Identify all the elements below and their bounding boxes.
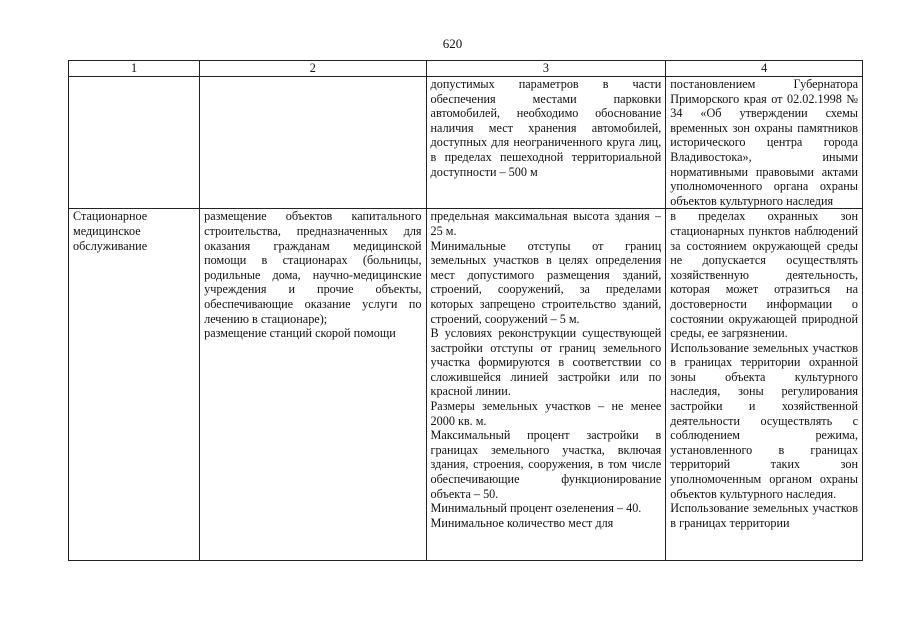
- parameter-paragraph: Размеры земельных участков – не менее 2000 кв. м.: [430, 399, 662, 428]
- restriction-paragraph: Использование земельных участков в границах территории охранной зоны объекта культурного наследия, зоны регулирования застройки и хозяйственной деятельности осуществлять с соблюдением режима, установленного в границах территорий таких зон уполномоченным органом охраны объектов культурного наследия.: [670, 340, 858, 501]
- parameter-paragraph: предельная максимальная высота здания – 25 м.: [430, 209, 662, 238]
- column-header-3: 3: [426, 61, 666, 77]
- table-row: [69, 209, 863, 561]
- column-header-4: 4: [666, 61, 863, 77]
- cell-use-type: [69, 209, 200, 561]
- cell-restrictions: [666, 209, 863, 561]
- cell-parameters: допустимых параметров в части обеспечения местами парковки автомобилей, необходимо обоснование наличия мест хранения автомобилей, доступных для неограниченного круга лиц, в пределах пешеходной территориальной доступности – 500 м: [426, 77, 666, 209]
- table-row-continued: [69, 77, 863, 209]
- cell-use-type: [69, 77, 200, 209]
- column-header-2: 2: [200, 61, 426, 77]
- page-number: 620: [442, 36, 463, 51]
- cell-description: [200, 209, 426, 561]
- parameter-paragraph: Минимальное количество мест для: [430, 515, 614, 530]
- cell-description: [200, 77, 426, 209]
- column-header-1: 1: [69, 61, 200, 77]
- cell-parameters: [426, 209, 666, 561]
- parameter-paragraph: Максимальный процент застройки в границах земельного участка, включая здания, строения, сооружения, в том числе обеспечивающие функционирование объекта – 50.: [430, 428, 662, 501]
- cell-restrictions: постановлением Губернатора Приморского края от 02.02.1998 № 34 «Об утверждении схемы временных зон охраны памятников исторического центра города Владивостока», иными нормативными правовыми актами уполномоченного органа охраны объектов культурного наследия: [666, 77, 863, 209]
- table-header-row: [69, 61, 863, 77]
- parameter-paragraph: Минимальный процент озеленения – 40.: [430, 501, 642, 516]
- description-paragraph: размещение объектов капитального строительства, предназначенных для оказания гражданам медицинской помощи в стационарах (больницы, родильные дома, научно-медицинские учреждения и прочие объекты, обеспечивающие оказание услуги по лечению в стационаре);: [204, 209, 422, 326]
- regulations-table: [68, 60, 863, 561]
- description-paragraph: размещение станций скорой помощи: [204, 326, 396, 341]
- parameter-paragraph: Минимальные отступы от границ земельных участков в целях определения мест допустимого размещения зданий, строений, сооружений, за пределами которых запрещено строительство зданий, строений, сооружений – 5 м.: [430, 238, 662, 326]
- restriction-paragraph: в пределах охранных зон стационарных пунктов наблюдений за состоянием окружающей среды не допускается осуществлять хозяйственную деятельность, которая может отразиться на достоверности информации о состоянии окружающей природной среды, ее загрязнении.: [670, 209, 858, 341]
- restriction-paragraph: Использование земельных участков в границах территории: [670, 501, 858, 530]
- parameter-paragraph: В условиях реконструкции существующей застройки отступы от границ земельного участка формируются в соответствии со сложившейся линией застройки или по красной линии.: [430, 326, 662, 399]
- use-type-text: Стационарное медицинское обслуживание: [73, 209, 148, 253]
